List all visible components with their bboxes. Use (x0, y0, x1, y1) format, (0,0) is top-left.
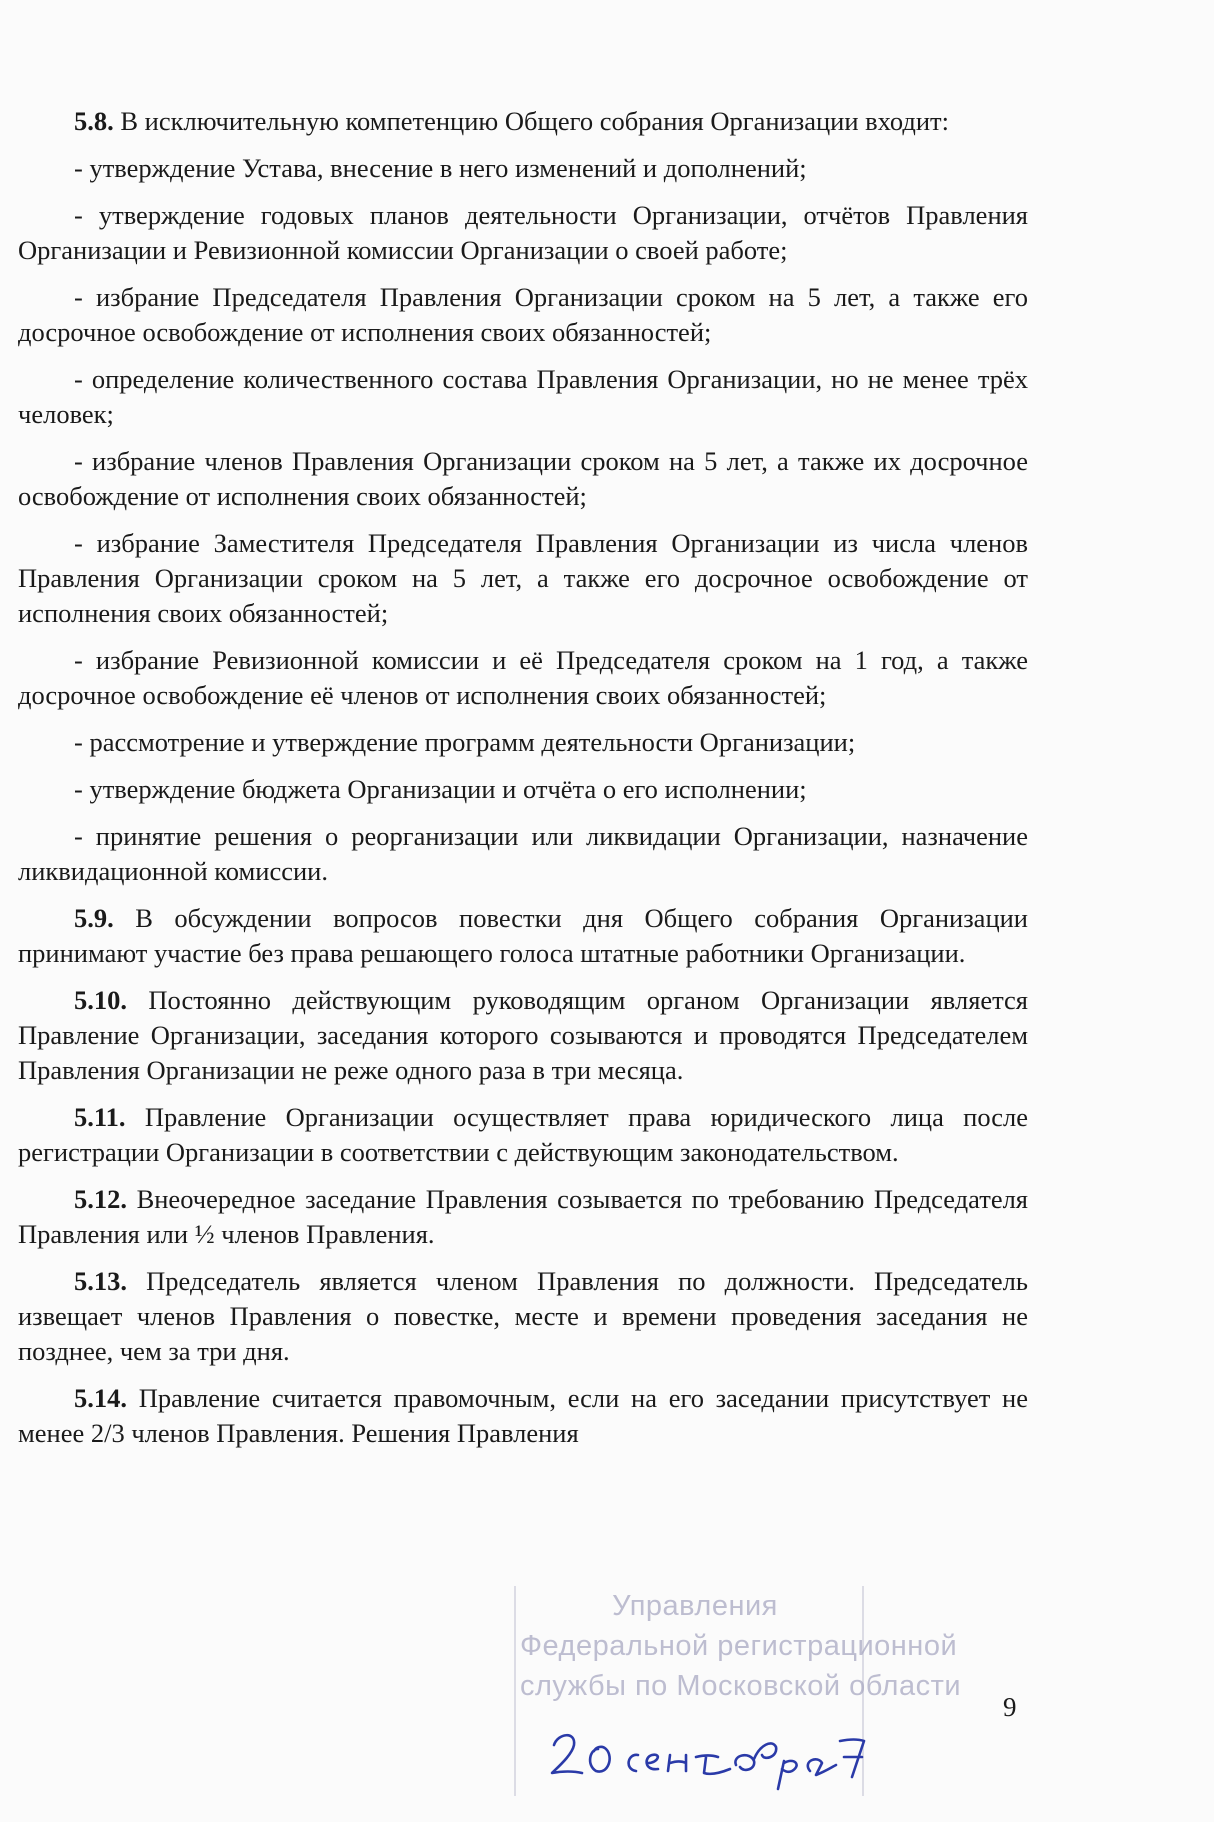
stamp-line-1: Управления (612, 1590, 778, 1622)
list-item: - избрание Председателя Правления Организации сроком на 5 лет, а также его досрочное освобождение от исполнения своих обязанностей; (18, 282, 1028, 347)
list-item: - утверждение годовых планов деятельности Организации, отчётов Правления Организации и Ревизионной комиссии Организации о своей работе; (18, 200, 1028, 265)
paragraph-5-9: 5.9. В обсуждении вопросов повестки дня Общего собрания Организации принимают участие без права решающего голоса штатные работники Организации. (18, 903, 1028, 968)
list-item: - принятие решения о реорганизации или ликвидации Организации, назначение ликвидационной комиссии. (18, 821, 1028, 886)
paragraph-5-8: 5.8. В исключительную компетенцию Общего собрания Организации входит: (74, 106, 950, 136)
page-number: 9 (1003, 1692, 1017, 1722)
handwritten-date-signature (540, 1715, 870, 1795)
paragraph-5-12: 5.12. Внеочередное заседание Правления созывается по требованию Председателя Правления или ½ членов Правления. (18, 1184, 1028, 1249)
list-item: - рассмотрение и утверждение программ деятельности Организации; (74, 727, 856, 757)
list-item: - определение количественного состава Правления Организации, но не менее трёх человек; (18, 364, 1028, 429)
paragraph-5-14: 5.14. Правление считается правомочным, если на его заседании присутствует не менее 2/3 членов Правления. Решения Правления (18, 1383, 1028, 1448)
list-item: - избрание членов Правления Организации сроком на 5 лет, а также их досрочное освобождение от исполнения своих обязанностей; (18, 446, 1028, 511)
document-body (18, 104, 1028, 1463)
list-item: - утверждение Устава, внесение в него изменений и дополнений; (74, 153, 807, 183)
list-item: - избрание Заместителя Председателя Правления Организации из числа членов Правления Организации сроком на 5 лет, а также его досрочное освобождение от исполнения своих обязанностей; (18, 528, 1028, 628)
paragraph-5-11: 5.11. Правление Организации осуществляет права юридического лица после регистрации Организации в соответствии с действующим законодательством. (18, 1102, 1028, 1167)
paragraph-5-10: 5.10. Постоянно действующим руководящим органом Организации является Правление Организации, заседания которого созываются и проводятся Председателем Правления Организации не реже одного раза в три месяца. (18, 985, 1028, 1085)
list-item: - избрание Ревизионной комиссии и её Председателя сроком на 1 год, а также досрочное освобождение её членов от исполнения своих обязанностей; (18, 645, 1028, 710)
paragraph-5-13: 5.13. Председатель является членом Правления по должности. Председатель извещает членов Правления о повестке, месте и времени проведения заседания не позднее, чем за три дня. (18, 1266, 1028, 1366)
stamp-line-3: службы по Московской области (520, 1670, 962, 1702)
list-item: - утверждение бюджета Организации и отчёта о его исполнении; (74, 774, 807, 804)
stamp-line-2: Федеральной регистрационной (520, 1630, 958, 1662)
